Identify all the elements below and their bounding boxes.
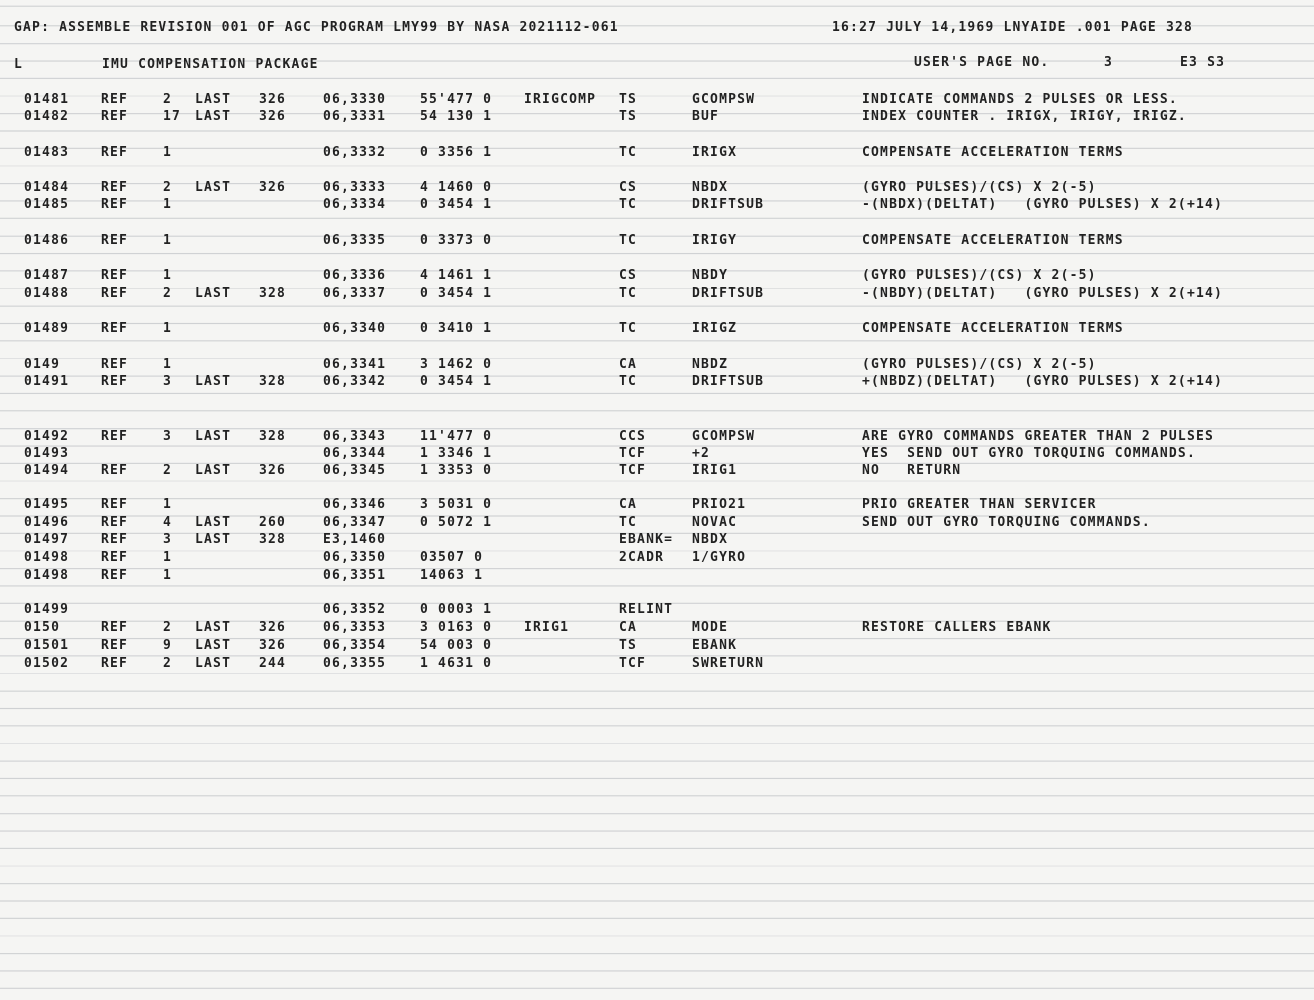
operand: IRIGY [692,233,738,248]
line-number: 01501 [24,638,70,653]
opcode: 2CADR [619,550,665,565]
comment: COMPENSATE ACCELERATION TERMS [862,233,1124,248]
line-number: 01498 [24,550,70,565]
last-flag: LAST [195,463,232,478]
ref-count: 4 [163,515,173,530]
address: 06,3340 [323,321,387,336]
ref-flag: REF [101,638,129,653]
comment: RESTORE CALLERS EBANK [862,620,1052,635]
address: 06,3331 [323,109,387,124]
octal-word: 55'477 0 [420,92,493,107]
operand: GCOMPSW [692,92,756,107]
ref-count: 2 [163,180,173,195]
line-number: 01498 [24,568,70,583]
symbol-label: IRIGCOMP [524,92,597,107]
address: 06,3354 [323,638,387,653]
last-flag: LAST [195,532,232,547]
last-flag: LAST [195,92,232,107]
opcode: CA [619,497,638,512]
opcode: TC [619,197,638,212]
octal-word: 0 0003 1 [420,602,493,617]
line-number: 01497 [24,532,70,547]
line-number: 01489 [24,321,70,336]
opcode: TS [619,638,638,653]
opcode: TC [619,233,638,248]
ref-count: 2 [163,620,173,635]
ref-flag: REF [101,463,129,478]
ref-count: 1 [163,550,173,565]
opcode: TC [619,286,638,301]
ref-count: 2 [163,656,173,671]
ref-flag: REF [101,429,129,444]
octal-word: 0 3454 1 [420,286,493,301]
ref-flag: REF [101,568,129,583]
ref-count: 9 [163,638,173,653]
operand: DRIFTSUB [692,374,765,389]
comment: PRIO GREATER THAN SERVICER [862,497,1097,512]
ref-page: 328 [259,429,287,444]
header-right: 16:27 JULY 14,1969 LNYAIDE .001 PAGE 328 [832,20,1194,35]
ref-count: 3 [163,429,173,444]
operand: MODE [692,620,729,635]
opcode: TC [619,374,638,389]
octal-word: 0 5072 1 [420,515,493,530]
opcode: CA [619,357,638,372]
line-number: 01491 [24,374,70,389]
comment: SEND OUT GYRO TORQUING COMMANDS. [862,515,1151,530]
line-number: 0150 [24,620,61,635]
ref-page: 328 [259,286,287,301]
subheader-mark: L [14,57,24,72]
opcode: CS [619,268,638,283]
line-number: 01499 [24,602,70,617]
address: 06,3337 [323,286,387,301]
octal-word: 54 130 1 [420,109,493,124]
operand: IRIGZ [692,321,738,336]
line-number: 01482 [24,109,70,124]
comment: INDICATE COMMANDS 2 PULSES OR LESS. [862,92,1178,107]
operand: DRIFTSUB [692,197,765,212]
line-number: 01484 [24,180,70,195]
user-page-number: 3 [1104,55,1114,70]
ref-count: 1 [163,497,173,512]
address: 06,3353 [323,620,387,635]
ref-count: 1 [163,321,173,336]
operand: BUF [692,109,720,124]
comment: (GYRO PULSES)/(CS) X 2(-5) [862,357,1097,372]
ref-page: 244 [259,656,287,671]
opcode: CCS [619,429,647,444]
ref-count: 1 [163,145,173,160]
octal-word: 0 3454 1 [420,197,493,212]
octal-word: 03507 0 [420,550,484,565]
octal-word: 0 3410 1 [420,321,493,336]
ref-count: 3 [163,532,173,547]
ref-flag: REF [101,374,129,389]
last-flag: LAST [195,656,232,671]
operand: +2 [692,446,711,461]
comment: +(NBDZ)(DELTAT) (GYRO PULSES) X 2(+14) [862,374,1224,389]
ref-count: 17 [163,109,182,124]
ref-flag: REF [101,532,129,547]
operand: NBDZ [692,357,729,372]
ref-page: 260 [259,515,287,530]
octal-word: 1 3353 0 [420,463,493,478]
comment: INDEX COUNTER . IRIGX, IRIGY, IRIGZ. [862,109,1187,124]
header-left: GAP: ASSEMBLE REVISION 001 OF AGC PROGRAM LMY99 BY NASA 2021112-061 [14,20,619,35]
line-number: 01481 [24,92,70,107]
operand: IRIG1 [692,463,738,478]
operand: NOVAC [692,515,738,530]
ref-flag: REF [101,515,129,530]
line-number: 01495 [24,497,70,512]
address: 06,3333 [323,180,387,195]
line-number: 01485 [24,197,70,212]
octal-word: 3 5031 0 [420,497,493,512]
octal-word: 4 1460 0 [420,180,493,195]
line-number: 01496 [24,515,70,530]
octal-word: 4 1461 1 [420,268,493,283]
section-title: IMU COMPENSATION PACKAGE [102,57,319,72]
operand: NBDX [692,532,729,547]
ref-count: 2 [163,463,173,478]
line-number: 01487 [24,268,70,283]
ref-page: 326 [259,109,287,124]
address: 06,3330 [323,92,387,107]
last-flag: LAST [195,374,232,389]
comment: -(NBDX)(DELTAT) (GYRO PULSES) X 2(+14) [862,197,1224,212]
section-code: E3 S3 [1180,55,1226,70]
ref-flag: REF [101,357,129,372]
line-number: 01483 [24,145,70,160]
ref-count: 1 [163,233,173,248]
address: 06,3344 [323,446,387,461]
opcode: TCF [619,656,647,671]
last-flag: LAST [195,620,232,635]
address: 06,3336 [323,268,387,283]
comment: (GYRO PULSES)/(CS) X 2(-5) [862,268,1097,283]
address: 06,3334 [323,197,387,212]
symbol-label: IRIG1 [524,620,570,635]
line-number: 01486 [24,233,70,248]
ref-page: 326 [259,180,287,195]
address: 06,3332 [323,145,387,160]
comment: COMPENSATE ACCELERATION TERMS [862,145,1124,160]
address: 06,3355 [323,656,387,671]
last-flag: LAST [195,515,232,530]
ref-page: 326 [259,463,287,478]
ref-flag: REF [101,656,129,671]
line-number: 01488 [24,286,70,301]
ref-page: 326 [259,620,287,635]
address: 06,3352 [323,602,387,617]
octal-word: 54 003 0 [420,638,493,653]
ref-count: 1 [163,357,173,372]
opcode: TC [619,145,638,160]
last-flag: LAST [195,109,232,124]
last-flag: LAST [195,286,232,301]
ref-count: 1 [163,568,173,583]
comment: YES SEND OUT GYRO TORQUING COMMANDS. [862,446,1196,461]
operand: EBANK [692,638,738,653]
opcode: TCF [619,463,647,478]
ref-page: 328 [259,532,287,547]
comment: COMPENSATE ACCELERATION TERMS [862,321,1124,336]
ref-count: 3 [163,374,173,389]
comment: -(NBDY)(DELTAT) (GYRO PULSES) X 2(+14) [862,286,1224,301]
last-flag: LAST [195,180,232,195]
ref-count: 2 [163,286,173,301]
last-flag: LAST [195,638,232,653]
octal-word: 1 4631 0 [420,656,493,671]
ref-flag: REF [101,321,129,336]
ref-flag: REF [101,197,129,212]
ref-flag: REF [101,286,129,301]
octal-word: 14063 1 [420,568,484,583]
line-number: 01494 [24,463,70,478]
line-number: 01502 [24,656,70,671]
ref-flag: REF [101,233,129,248]
ref-flag: REF [101,550,129,565]
operand: GCOMPSW [692,429,756,444]
octal-word: 11'477 0 [420,429,493,444]
ref-count: 1 [163,197,173,212]
ref-count: 2 [163,92,173,107]
ref-flag: REF [101,620,129,635]
line-number: 01492 [24,429,70,444]
ref-page: 326 [259,638,287,653]
opcode: TS [619,109,638,124]
ref-count: 1 [163,268,173,283]
address: 06,3346 [323,497,387,512]
operand: NBDX [692,180,729,195]
ref-page: 326 [259,92,287,107]
octal-word: 1 3346 1 [420,446,493,461]
address: 06,3341 [323,357,387,372]
ref-flag: REF [101,268,129,283]
line-number: 0149 [24,357,61,372]
address: E3,1460 [323,532,387,547]
operand: IRIGX [692,145,738,160]
octal-word: 3 0163 0 [420,620,493,635]
line-number: 01493 [24,446,70,461]
address: 06,3335 [323,233,387,248]
address: 06,3350 [323,550,387,565]
octal-word: 0 3373 0 [420,233,493,248]
ref-flag: REF [101,180,129,195]
octal-word: 0 3454 1 [420,374,493,389]
opcode: TC [619,321,638,336]
ref-flag: REF [101,109,129,124]
octal-word: 3 1462 0 [420,357,493,372]
operand: PRIO21 [692,497,747,512]
opcode: TCF [619,446,647,461]
ref-flag: REF [101,92,129,107]
user-page-label: USER'S PAGE NO. [914,55,1050,70]
opcode: TC [619,515,638,530]
operand: DRIFTSUB [692,286,765,301]
operand: 1/GYRO [692,550,747,565]
comment: (GYRO PULSES)/(CS) X 2(-5) [862,180,1097,195]
comment: ARE GYRO COMMANDS GREATER THAN 2 PULSES [862,429,1215,444]
opcode: RELINT [619,602,674,617]
address: 06,3351 [323,568,387,583]
ref-flag: REF [101,497,129,512]
operand: NBDY [692,268,729,283]
opcode: TS [619,92,638,107]
address: 06,3345 [323,463,387,478]
opcode: CA [619,620,638,635]
address: 06,3347 [323,515,387,530]
octal-word: 0 3356 1 [420,145,493,160]
opcode: CS [619,180,638,195]
operand: SWRETURN [692,656,765,671]
ref-flag: REF [101,145,129,160]
ref-page: 328 [259,374,287,389]
address: 06,3342 [323,374,387,389]
last-flag: LAST [195,429,232,444]
address: 06,3343 [323,429,387,444]
comment: NO RETURN [862,463,962,478]
opcode: EBANK= [619,532,674,547]
